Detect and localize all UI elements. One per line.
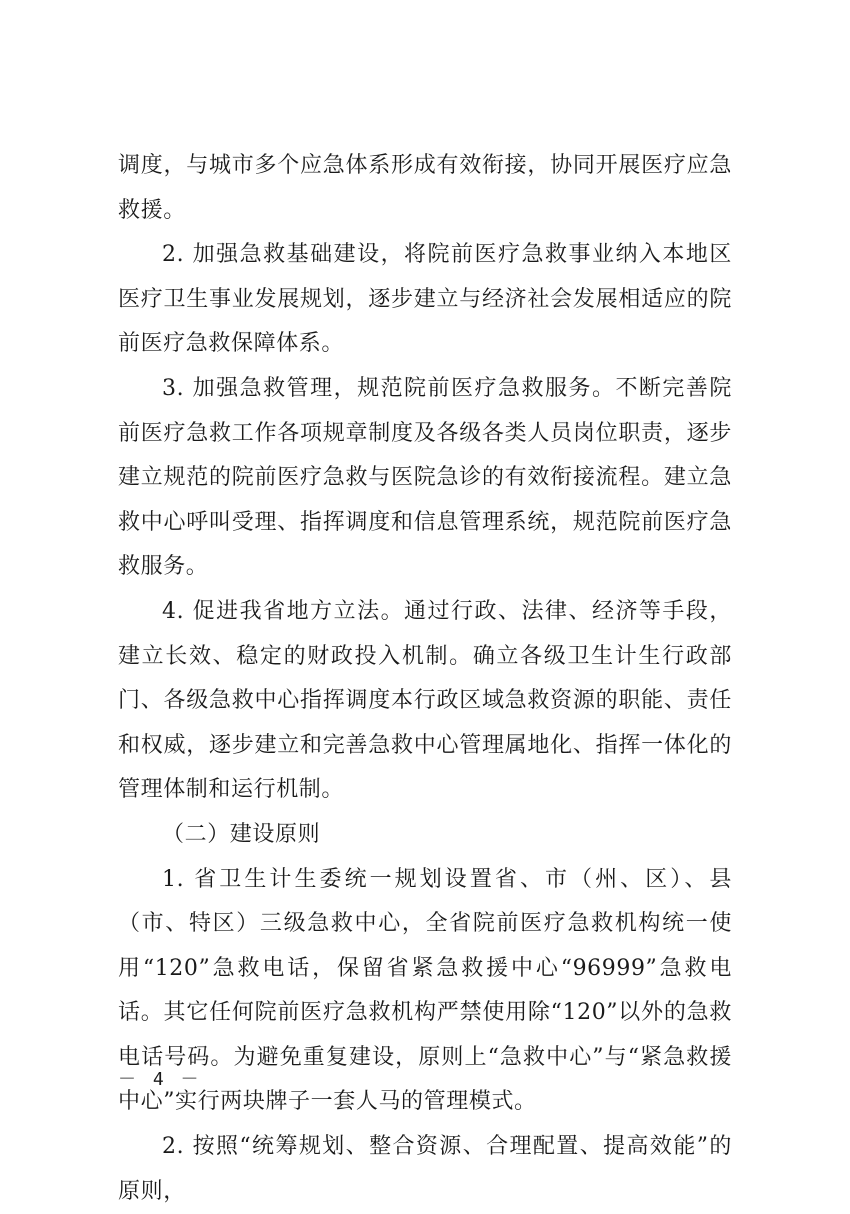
body-text: [118, 144, 732, 1214]
paragraph-item-2: 2. 加强急救基础建设，将院前医疗急救事业纳入本地区医疗卫生事业发展规划，逐步建立与经济社会发展相适应的院前医疗急救保障体系。: [118, 242, 732, 357]
paragraph-item-3: 3. 加强急救管理，规范院前医疗急救服务。不断完善院前医疗急救工作各项规章制度及各级各类人员岗位职责，逐步建立规范的院前医疗急救与医院急诊的有效衔接流程。建立急救中心呼叫受理、指挥调度和信息管理系统，规范院前医疗急救服务。: [118, 375, 732, 580]
paragraph-continuation: 调度，与城市多个应急体系形成有效衔接，协同开展医疗应急救援。: [118, 153, 732, 223]
section-heading-principles: （二）建设原则: [162, 821, 321, 847]
paragraph-principle-1: 1. 省卫生计生委统一规划设置省、市（州、区）、县（市、特区）三级急救中心，全省院前医疗急救机构统一使用“120”急救电话，保留省紧急救援中心“96999”急救电话。其它任何院前医疗急救机构严禁使用除“120”以外的急救电话号码。为避免重复建设，原则上“急救中心”与“紧急救援中心”实行两块牌子一套人马的管理模式。: [118, 866, 732, 1115]
paragraph-item-4: 4. 促进我省地方立法。通过行政、法律、经济等手段，建立长效、稳定的财政投入机制。确立各级卫生计生行政部门、各级急救中心指挥调度本行政区域急救资源的职能、责任和权威，逐步建立和完善急救中心管理属地化、指挥一体化的管理体制和运行机制。: [118, 598, 732, 803]
page-number: － 4 －: [118, 1069, 202, 1090]
paragraph-principle-2: 2. 按照“统筹规划、整合资源、合理配置、提高效能”的原则，: [118, 1134, 732, 1204]
